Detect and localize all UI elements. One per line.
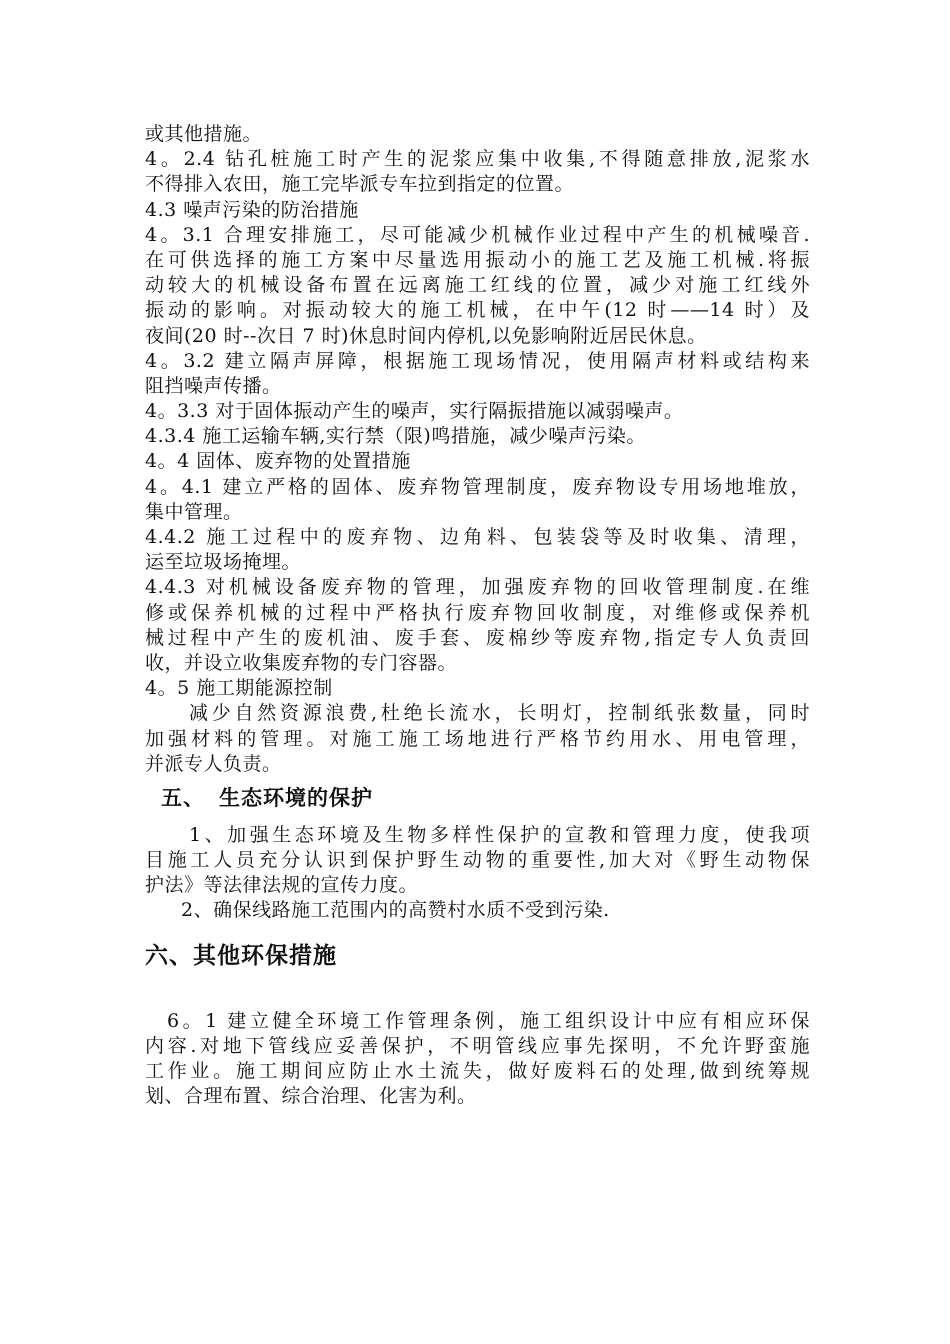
paragraph-line: 工作业。施工期间应防止水土流失，做好废料石的处理,做到统筹规 xyxy=(145,1060,810,1082)
document-body xyxy=(145,122,810,1109)
paragraph-line: 在可供选择的施工方案中尽量选用振动小的施工艺及施工机械.将振 xyxy=(145,248,810,271)
paragraph-line: 械过程中产生的废机油、废手套、废棉纱等废弃物,指定专人负责回 xyxy=(145,626,810,649)
paragraph-line: 收，并设立收集废弃物的专门容器。 xyxy=(145,651,458,674)
paragraph-line: 4。4.1 建立严格的固体、废弃物管理制度，废弃物设专用场地堆放， xyxy=(145,475,810,498)
paragraph-line: 4.3.4 施工运输车辆,实行禁（限)鸣措施，减少噪声污染。 xyxy=(145,425,646,448)
paragraph-line: 动较大的机械设备布置在远离施工红线的位置，减少对施工红线外 xyxy=(145,274,810,297)
subheading-4-5: 4。5 施工期能源控制 xyxy=(145,677,333,700)
paragraph-line: 2、确保线路施工范围内的高赞村水质不受到污染. xyxy=(181,899,610,922)
section-5-heading xyxy=(145,783,810,813)
subheading-4-3: 4.3 噪声污染的防治措施 xyxy=(145,198,359,221)
paragraph-line: 4。3.3 对于固体振动产生的噪声，实行隔振措施以减弱噪声。 xyxy=(145,400,684,423)
paragraph-line: 振动的影响。对振动较大的施工机械，在中午(12 时——14 时）及 xyxy=(145,299,810,322)
paragraph-line: 修或保养机械的过程中严格执行废弃物回收制度，对维修或保养机 xyxy=(145,601,810,624)
paragraph-line: 阻挡噪声传播。 xyxy=(145,374,282,397)
subheading-4-4: 4。4 固体、废弃物的处置措施 xyxy=(145,450,411,473)
paragraph-line: 运至垃圾场掩埋。 xyxy=(145,551,302,574)
section-5-title: 生态环境的保护 xyxy=(219,785,373,810)
paragraph-line: 减少自然资源浪费,杜绝长流水，长明灯，控制纸张数量，同时 xyxy=(189,702,810,725)
paragraph-line: 目施工人员充分认识到保护野生动物的重要性,加大对《野生动物保 xyxy=(145,849,810,872)
paragraph-line: 不得排入农田，施工完毕派专车拉到指定的位置。 xyxy=(145,173,575,196)
paragraph-line: 4。3.2 建立隔声屏障，根据施工现场情况，使用隔声材料或结构来 xyxy=(145,349,810,372)
paragraph-line: 集中管理。 xyxy=(145,500,243,523)
section-5-number: 五、 xyxy=(161,785,205,810)
paragraph-line: 划、合理布置、综合治理、化害为利。 xyxy=(145,1085,477,1108)
paragraph-line: 6。1 建立健全环境工作管理条例，施工组织设计中应有相应环保 xyxy=(167,1009,810,1032)
paragraph-line: 并派专人负责。 xyxy=(145,752,282,775)
section-6-body xyxy=(145,1009,810,1110)
paragraph-line: 4.4.3 对机械设备废弃物的管理，加强废弃物的回收管理制度.在维 xyxy=(145,576,810,599)
section-5-body xyxy=(145,823,810,924)
paragraph-line: 加强材料的管理。对施工施工场地进行严格节约用水、用电管理， xyxy=(145,727,810,750)
section-6-heading: 六、其他环保措施 xyxy=(145,942,337,969)
paragraph-line: 夜间(20 时--次日 7 时)休息时间内停机,以免影响附近居民休息。 xyxy=(145,324,707,347)
section-4-environmental-measures xyxy=(145,122,810,777)
paragraph-line: 4。2.4 钻孔桩施工时产生的泥浆应集中收集,不得随意排放,泥浆水 xyxy=(145,148,810,171)
paragraph-line: 或其他措施。 xyxy=(145,123,263,145)
paragraph-line: 4。3.1 合理安排施工，尽可能减少机械作业过程中产生的机械噪音. xyxy=(145,223,810,246)
paragraph-line: 1、加强生态环境及生物多样性保护的宣教和管理力度，使我项 xyxy=(189,823,810,846)
paragraph-line: 护法》等法律法规的宣传力度。 xyxy=(145,874,419,897)
paragraph-line: 内容.对地下管线应妥善保护，不明管线应事先探明，不允许野蛮施 xyxy=(145,1034,810,1057)
paragraph-line: 4.4.2 施工过程中的废弃物、边角料、包装袋等及时收集、清理， xyxy=(145,526,810,548)
